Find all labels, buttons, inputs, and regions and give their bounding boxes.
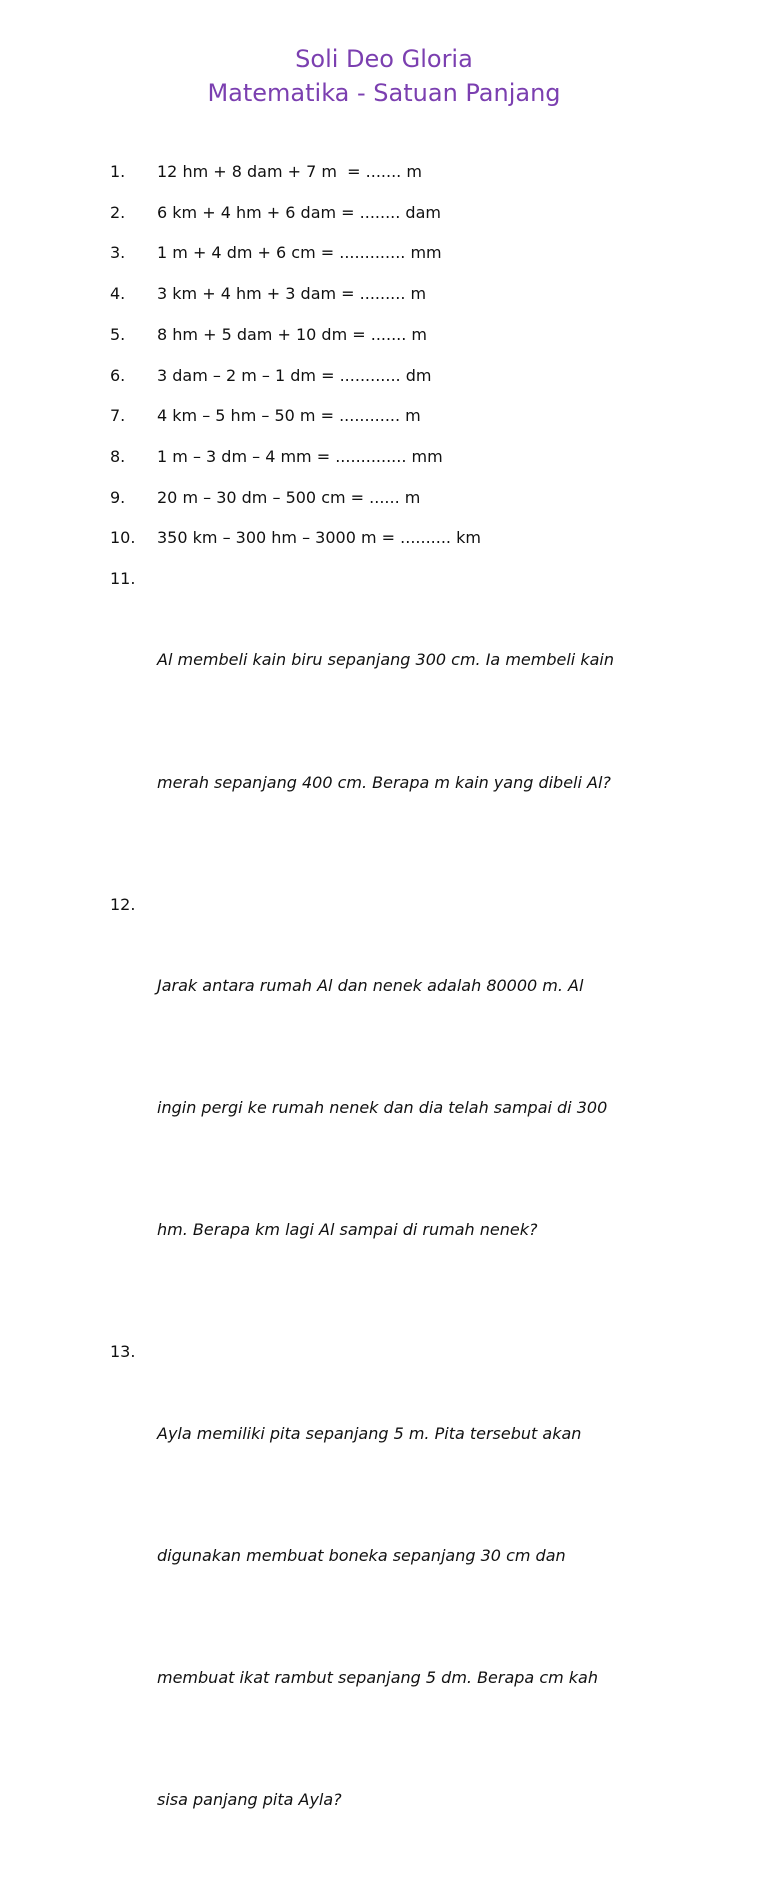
question-text: 6 km + 4 hm + 6 dam = ........ dam [157,202,441,222]
question-item [110,518,710,559]
question-item [110,559,710,885]
question-item [110,274,710,315]
question-number: 7. [110,406,126,426]
question-number: 13. [110,1342,136,1362]
question-item [110,356,710,397]
question-number: 12. [110,894,136,914]
question-number: 9. [110,487,126,507]
question-text: 1 m + 4 dm + 6 cm = ............. mm [157,243,442,263]
question-line: membuat ikat rambut sepanjang 5 dm. Berapa cm kah [157,1668,598,1688]
question-text: 12 hm + 8 dam + 7 m = ....... m [157,162,422,181]
question-number: 3. [110,243,126,263]
question-number: 11. [110,569,136,589]
question-text: 20 m – 30 dm – 500 cm = ...... m [157,487,421,507]
question-item [110,152,710,193]
question-number: 2. [110,202,126,222]
question-line: ingin pergi ke rumah nenek dan dia telah sampai di 300 [157,1098,608,1118]
question-item [110,396,710,437]
question-text: 1 m – 3 dm – 4 mm = .............. mm [157,446,443,466]
question-text: 3 km + 4 hm + 3 dam = ......... m [157,284,427,304]
question-number: 4. [110,284,126,304]
question-text: 4 km – 5 hm – 50 m = ............ m [157,406,421,426]
question-list [110,152,710,1902]
school-title: Soli Deo Gloria [295,45,473,73]
worksheet-title: Matematika - Satuan Panjang [207,79,561,107]
question-text [157,1332,710,1902]
question-number: 1. [110,162,126,181]
question-number: 5. [110,324,126,344]
question-item [110,437,710,478]
question-line: Ayla memiliki pita sepanjang 5 m. Pita tersebut akan [157,1423,582,1443]
question-line: sisa panjang pita Ayla? [157,1790,342,1810]
question-line: merah sepanjang 400 cm. Berapa m kain yang dibeli Al? [157,772,611,792]
question-item [110,315,710,356]
question-item [110,1332,710,1902]
question-item [110,233,710,274]
question-number: 10. [110,528,136,548]
question-number: 6. [110,365,126,385]
question-text [157,559,710,885]
question-text [157,885,710,1333]
question-text: 350 km – 300 hm – 3000 m = .......... km [157,528,481,548]
question-item [110,193,710,234]
question-item [110,478,710,519]
question-text: 8 hm + 5 dam + 10 dm = ....... m [157,324,427,344]
question-line: digunakan membuat boneka sepanjang 30 cm dan [157,1545,566,1565]
question-number: 8. [110,446,126,466]
question-item [110,885,710,1333]
page-header [0,42,768,110]
question-text: 3 dam – 2 m – 1 dm = ............ dm [157,365,432,385]
question-line: hm. Berapa km lagi Al sampai di rumah nenek? [157,1220,538,1240]
question-line: Jarak antara rumah Al dan nenek adalah 80000 m. Al [157,976,584,996]
question-line: Al membeli kain biru sepanjang 300 cm. Ia membeli kain [157,650,614,670]
